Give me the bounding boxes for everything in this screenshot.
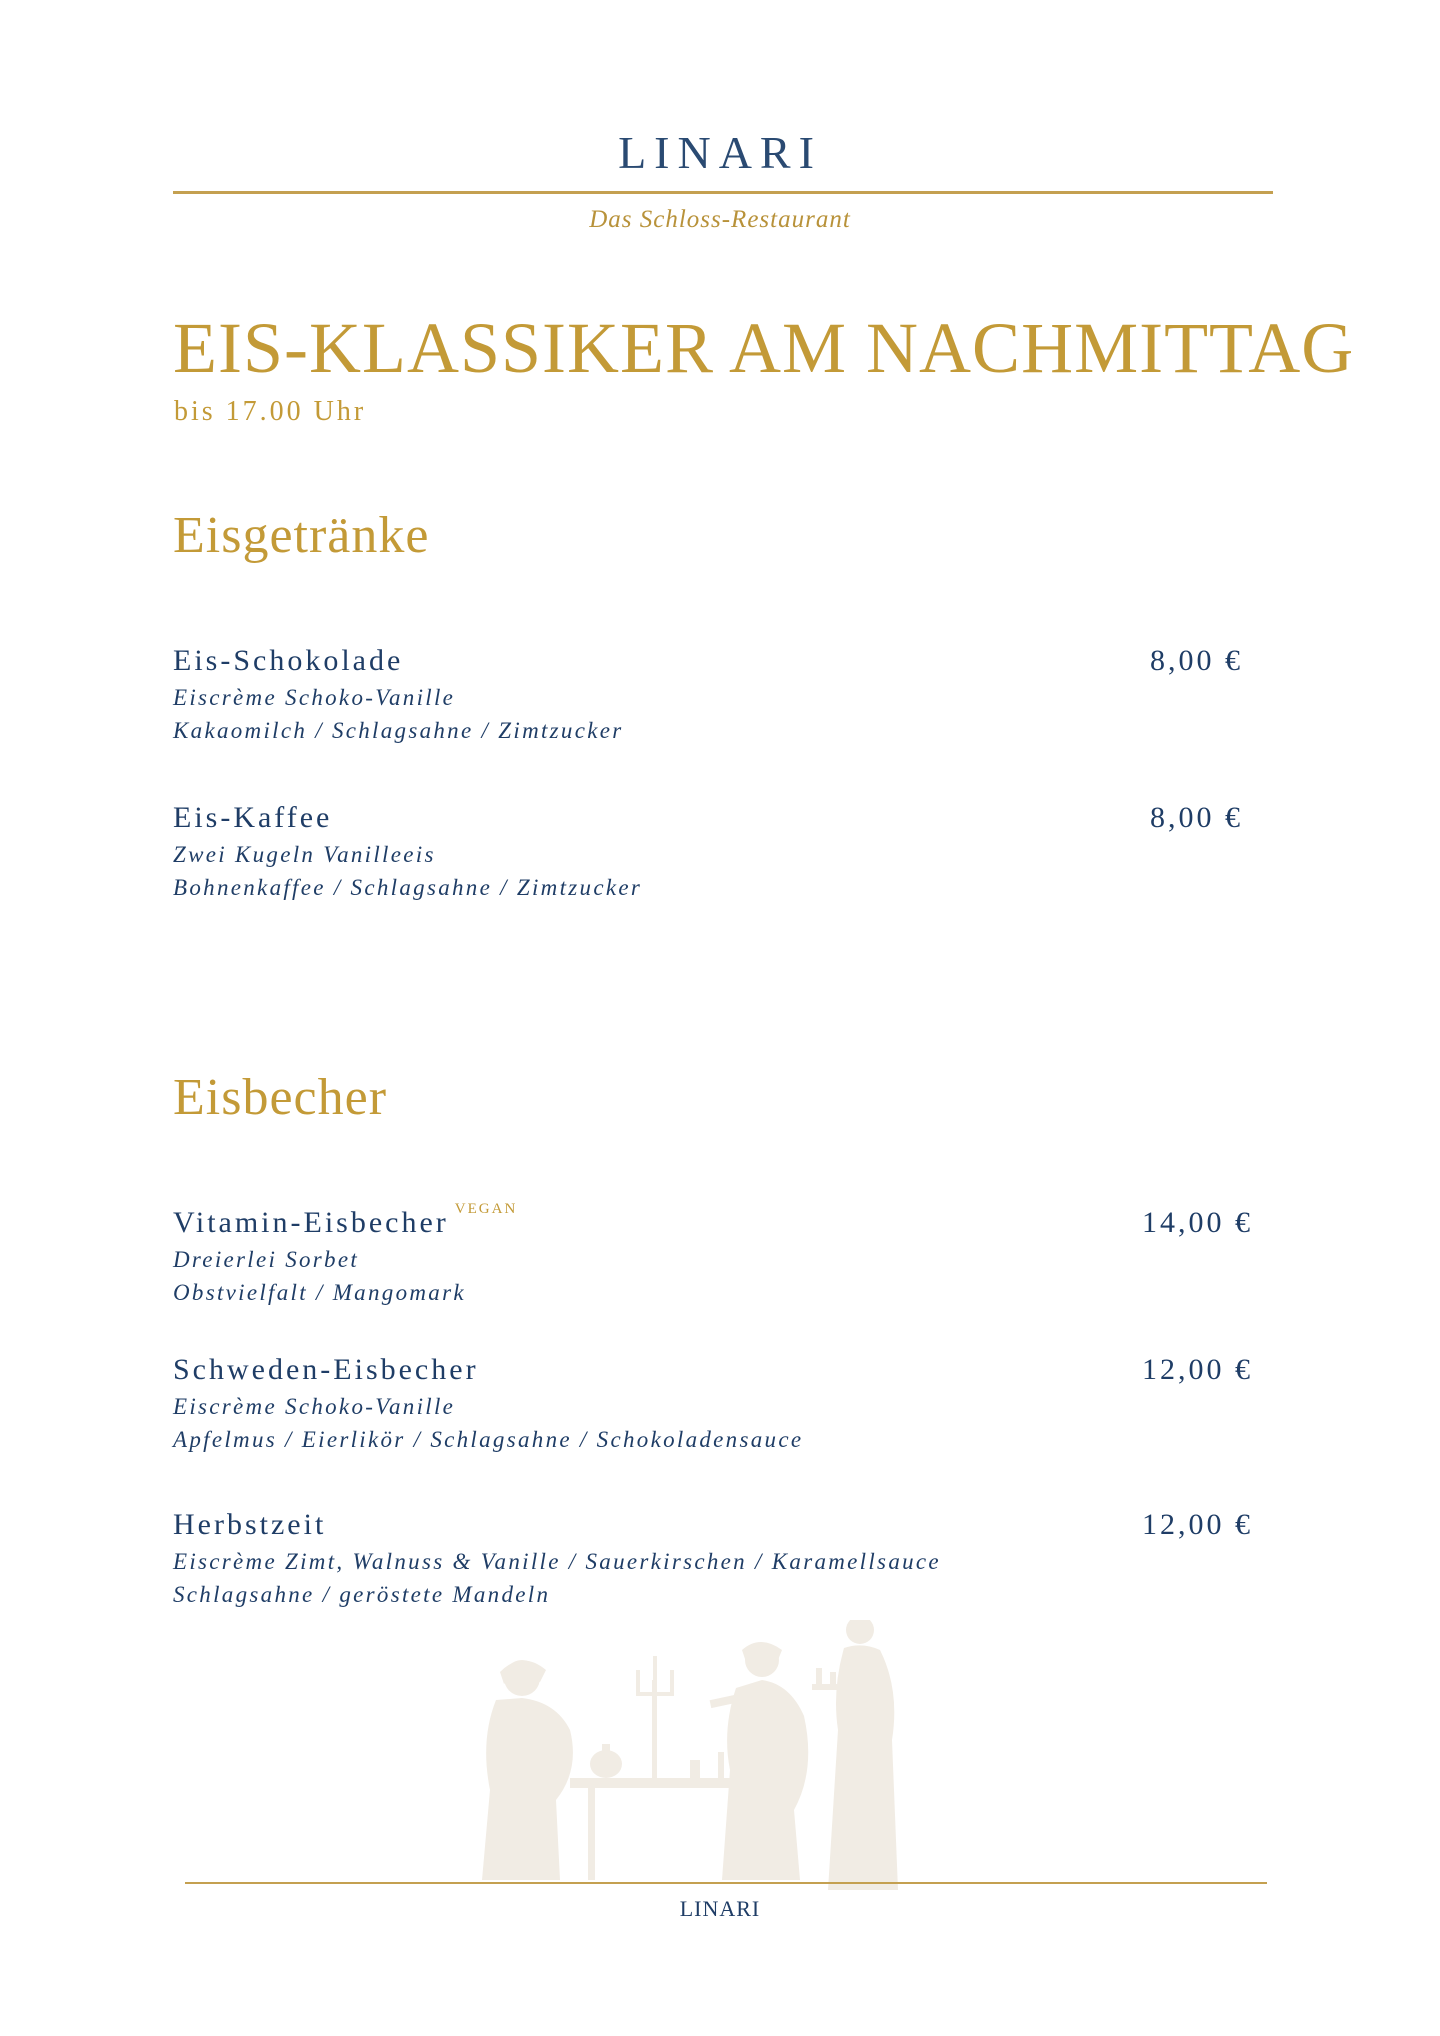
item-name: Eis-Kaffee [173,801,333,834]
item-description-line1: Eiscrème Schoko-Vanille [173,685,456,710]
section-title-eisgetraenke: Eisgetränke [173,507,430,564]
menu-item-eis-kaffee [173,803,1263,923]
section-title-eisbecher: Eisbecher [173,1069,388,1126]
item-price: 8,00 € [1150,801,1243,834]
item-name: Schweden-Eisbecher [173,1353,479,1386]
item-price: 12,00 € [1142,1508,1253,1541]
item-name [173,1201,518,1239]
header-divider [173,191,1273,194]
item-name-text: Vitamin-Eisbecher [173,1206,449,1239]
item-description-line2: Bohnenkaffee / Schlagsahne / Zimtzucker [173,875,643,900]
menu-item-schweden-eisbecher [173,1355,1263,1475]
restaurant-subtitle: Das Schloss-Restaurant [589,206,851,233]
menu-item-herbstzeit [173,1510,1263,1630]
item-description-line2: Schlagsahne / geröstete Mandeln [173,1582,551,1607]
menu-item-vitamin-eisbecher [173,1201,1263,1328]
vegan-badge: VEGAN [454,1201,518,1217]
item-description-line1: Eiscrème Schoko-Vanille [173,1394,456,1419]
item-price: 14,00 € [1142,1206,1253,1239]
menu-item-eis-schokolade [173,646,1263,766]
page-subtitle: bis 17.00 Uhr [174,396,367,427]
item-description-line2: Kakaomilch / Schlagsahne / Zimtzucker [173,718,624,743]
item-name: Herbstzeit [173,1508,327,1541]
page-title: EIS-KLASSIKER AM NACHMITTAG [173,308,1355,388]
item-description-line2: Obstvielfalt / Mangomark [173,1280,466,1305]
restaurant-logo: LINARI [618,127,822,178]
item-name: Eis-Schokolade [173,644,404,677]
item-description-line1: Dreierlei Sorbet [173,1247,360,1272]
item-description-line2: Apfelmus / Eierlikör / Schlagsahne / Schokoladensauce [173,1427,804,1452]
item-price: 12,00 € [1142,1353,1253,1386]
dining-silhouette-watermark [460,1620,900,1890]
footer-divider [185,1882,1267,1884]
item-price: 8,00 € [1150,644,1243,677]
footer-logo: LINARI [679,1896,761,1921]
item-description-line1: Eiscrème Zimt, Walnuss & Vanille / Sauerkirschen / Karamellsauce [173,1549,941,1574]
item-description-line1: Zwei Kugeln Vanilleeis [173,842,436,867]
